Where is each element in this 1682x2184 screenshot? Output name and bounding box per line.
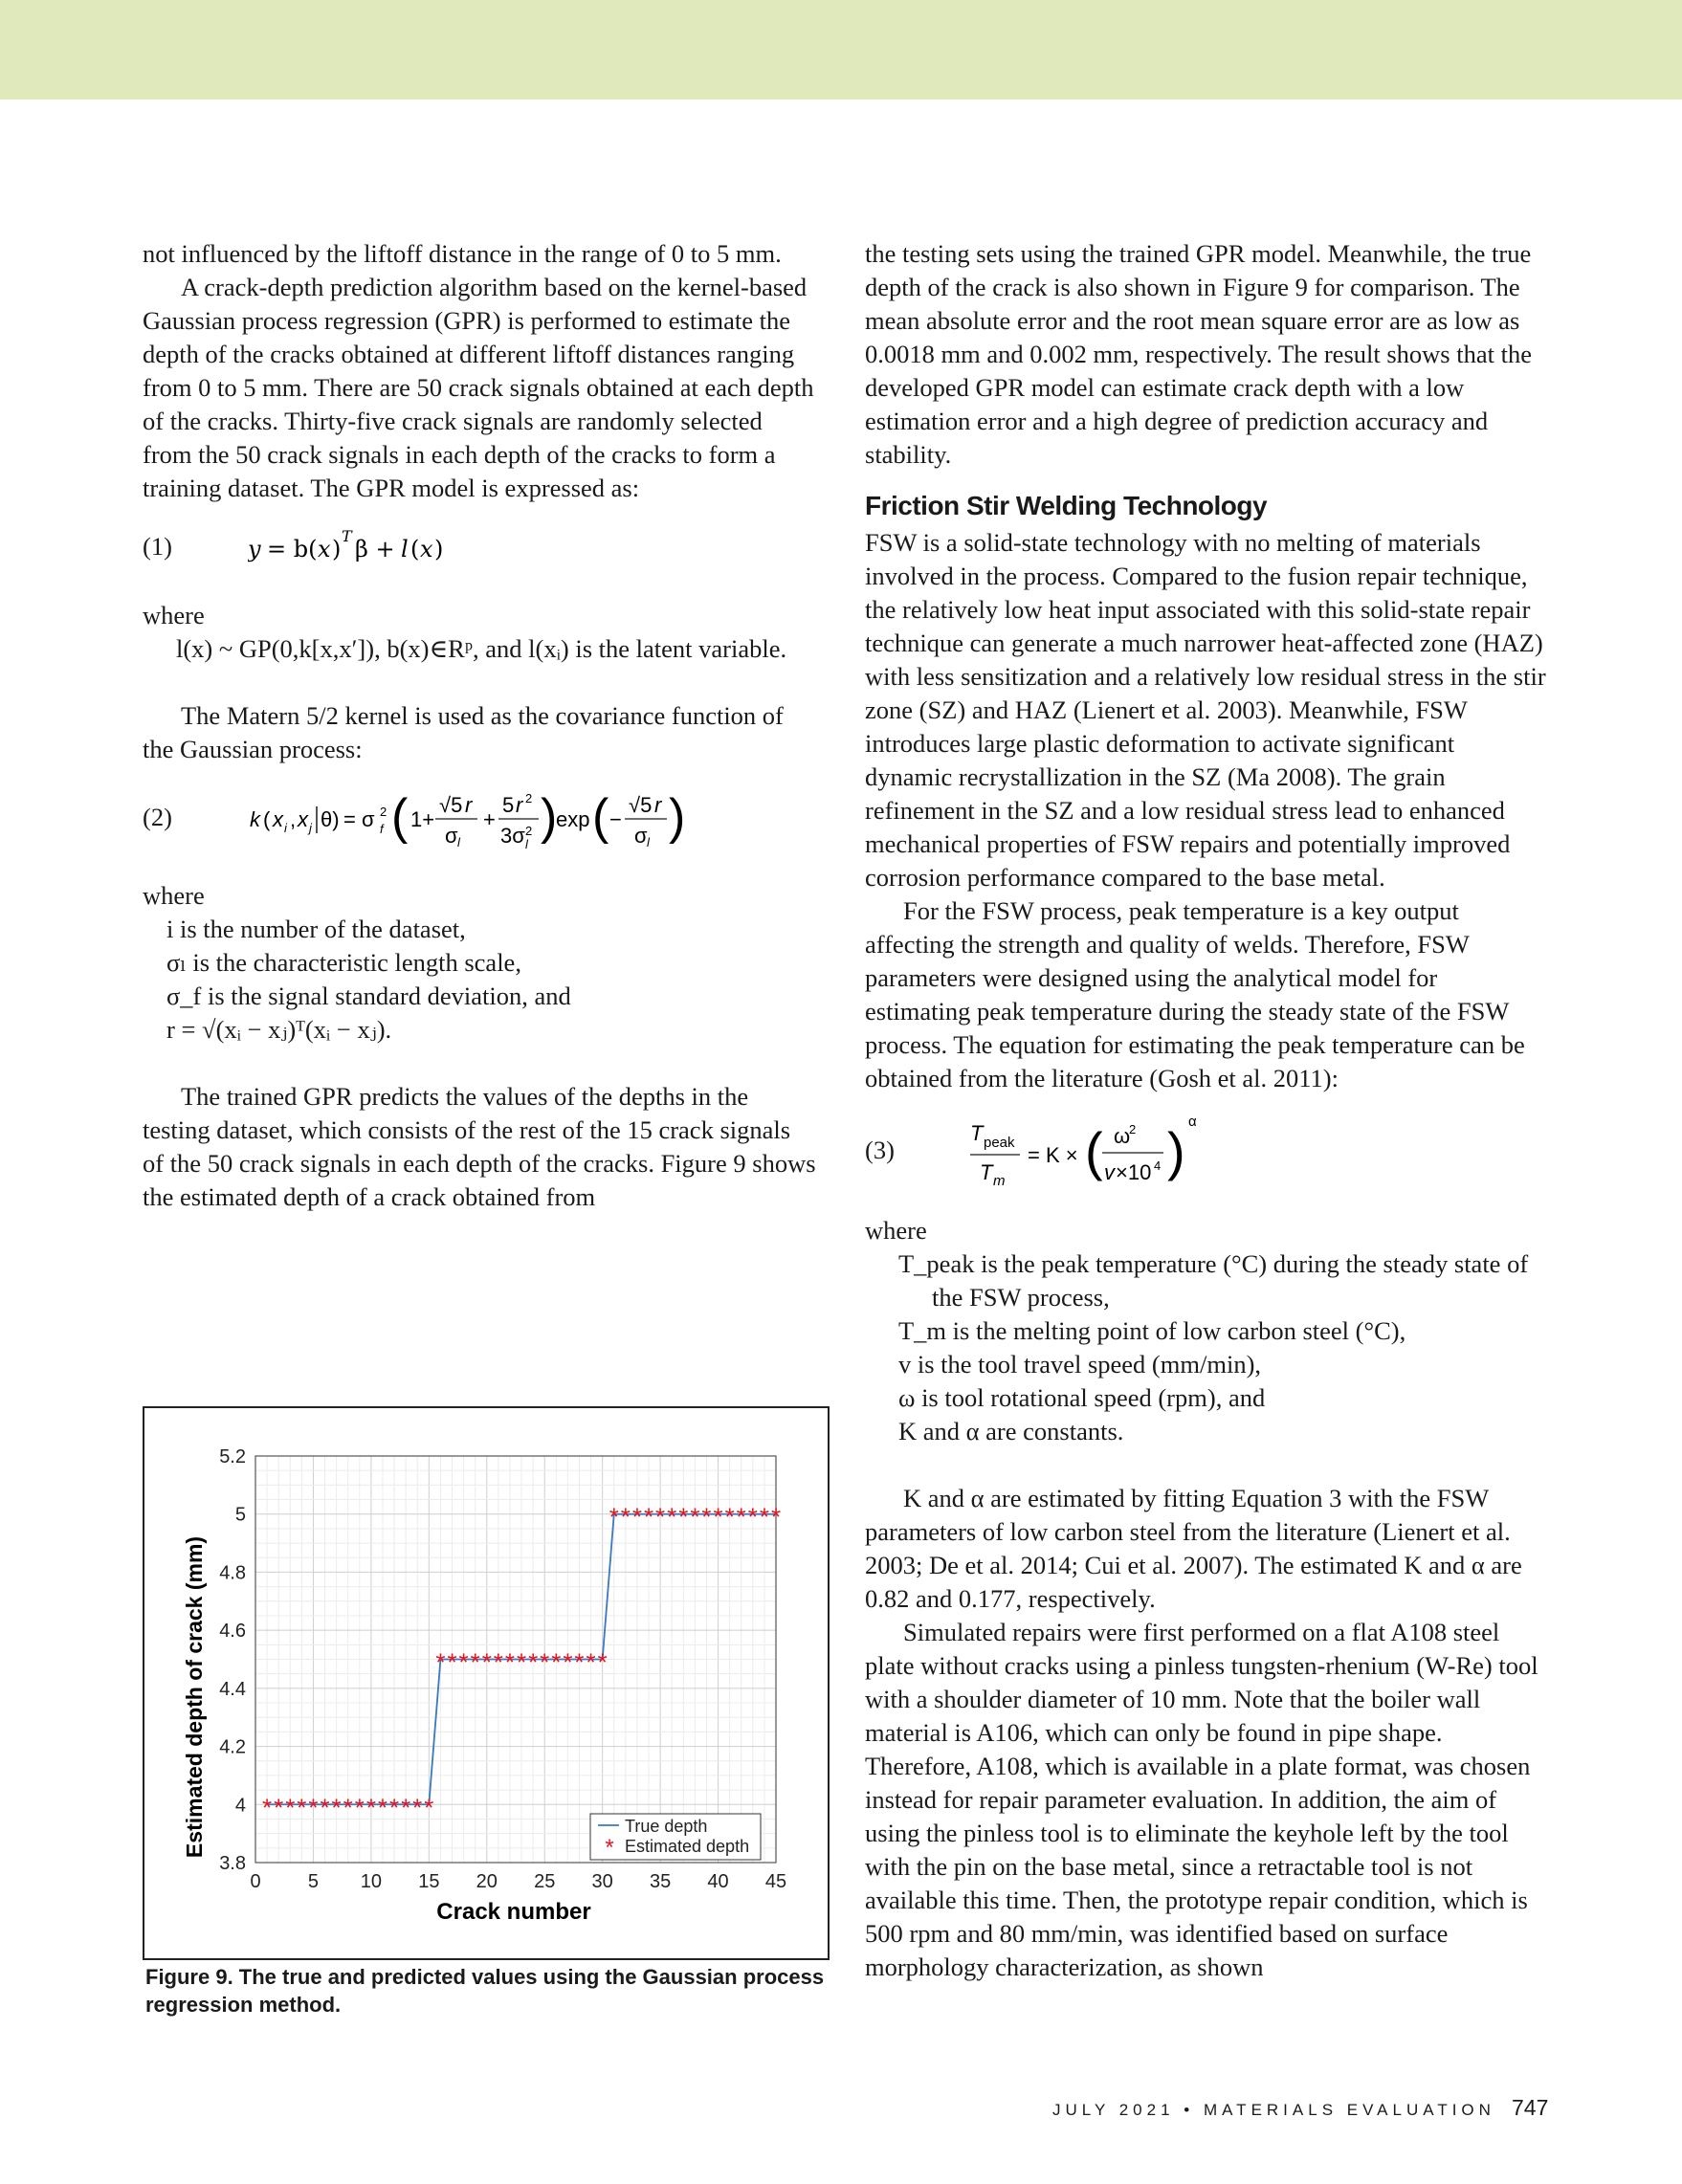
estimated-depth-marker: *: [736, 1502, 746, 1532]
svg-text:x: x: [298, 807, 308, 831]
svg-text:2: 2: [525, 791, 533, 805]
estimated-depth-marker: *: [389, 1793, 400, 1822]
svg-text:f: f: [380, 822, 384, 836]
x-tick-label: 5: [307, 1871, 320, 1892]
svg-text:j: j: [309, 821, 312, 835]
x-axis-label: Crack number: [436, 1899, 591, 1925]
estimated-depth-marker: *: [631, 1502, 642, 1532]
estimated-depth-marker: *: [447, 1647, 457, 1677]
svg-text:x: x: [273, 807, 283, 831]
y-tick-label: 5.2: [219, 1446, 246, 1467]
svg-text:T: T: [980, 1160, 993, 1184]
estimated-depth-marker: *: [678, 1502, 689, 1532]
right-paragraph-3: For the FSW process, peak temperature is a key output affecting the strength and quality of welds. Therefore, FSW parameters were designed using the analytical model for estimating peak temperature during the steady state of the FSW process. The equation for estimating the peak temperature can be obtained from the literature (Gosh et al. 2011):: [865, 896, 1525, 1092]
estimated-depth-marker: *: [747, 1502, 758, 1532]
svg-text:3σ: 3σ: [500, 824, 525, 848]
estimated-depth-marker: *: [759, 1502, 769, 1532]
equation-1-number: (1): [143, 532, 172, 561]
estimated-depth-marker: *: [724, 1502, 735, 1532]
estimated-depth-marker: *: [597, 1647, 608, 1677]
estimated-depth-marker: *: [551, 1647, 562, 1677]
svg-text:2: 2: [380, 805, 387, 819]
definition-list-3: [865, 1247, 1546, 1448]
svg-text:x: x: [318, 536, 331, 563]
estimated-depth-marker: *: [690, 1502, 700, 1532]
svg-text:×10: ×10: [1116, 1160, 1152, 1184]
svg-text:peak: peak: [984, 1135, 1015, 1151]
estimated-depth-marker: *: [285, 1793, 296, 1822]
svg-text:(: (: [592, 789, 609, 845]
page-number: 747: [1512, 2095, 1549, 2120]
definition-list-2: [143, 913, 817, 1047]
svg-text:4: 4: [1154, 1158, 1162, 1173]
svg-text:): ): [1167, 1121, 1185, 1181]
definition-k-alpha: K and α are constants.: [898, 1417, 1124, 1445]
chart-legend: [590, 1814, 761, 1861]
header-band: [0, 0, 1682, 99]
svg-text:(: (: [391, 789, 409, 845]
definition-t-peak: T_peak is the peak temperature (°C) during the steady state of the FSW process,: [898, 1249, 1529, 1312]
estimated-depth-marker: *: [481, 1647, 492, 1677]
definition-t-m: T_m is the melting point of low carbon steel (°C),: [898, 1316, 1406, 1345]
equation-3-number: (3): [865, 1136, 895, 1164]
estimated-depth-marker: *: [528, 1647, 539, 1677]
estimated-depth-marker: *: [331, 1793, 342, 1822]
estimated-depth-marker: *: [701, 1502, 712, 1532]
estimated-depth-marker: *: [412, 1793, 423, 1822]
right-paragraph-4: K and α are estimated by fitting Equation 3 with the FSW parameters of low carbon steel from the literature (Lienert et al. 2003; De et al. 2014; Cui et al. 2007). The estimated K and α are 0.82 and 0.177, respectively.: [865, 1484, 1522, 1613]
svg-text:(: (: [1085, 1121, 1103, 1181]
estimated-depth-marker: *: [308, 1793, 319, 1822]
svg-text:ω: ω: [1114, 1124, 1131, 1148]
svg-text:α: α: [1188, 1114, 1197, 1130]
y-tick-label: 5: [234, 1504, 246, 1526]
svg-text:r: r: [516, 793, 523, 817]
y-tick-label: 4.2: [219, 1736, 246, 1758]
right-paragraph-1: the testing sets using the trained GPR model. Meanwhile, the true depth of the crack is also shown in Figure 9 for comparison. The mean absolute error and the root mean square error are as low as 0.0018 mm and 0.002 mm, respectively. The result shows that the developed GPR model can estimate crack depth with a low estimation error and a high degree of prediction accuracy and stability.: [865, 239, 1532, 469]
svg-text:l: l: [401, 536, 409, 563]
estimated-depth-marker: *: [655, 1502, 666, 1532]
estimated-depth-marker: *: [262, 1793, 273, 1822]
x-tick-label: 10: [360, 1871, 383, 1892]
svg-text:(: (: [263, 807, 271, 831]
estimated-depth-marker: *: [365, 1793, 376, 1822]
estimated-depth-marker: *: [320, 1793, 330, 1822]
y-axis-label: Estimated depth of crack (mm): [182, 1535, 207, 1859]
svg-text:): ): [434, 536, 444, 563]
estimated-depth-marker: *: [297, 1793, 307, 1822]
x-tick-label: 25: [534, 1871, 556, 1892]
x-tick-label: 35: [649, 1871, 672, 1892]
svg-text:): ): [541, 789, 558, 845]
svg-text:,: ,: [290, 807, 297, 831]
svg-text:θ): θ): [321, 807, 340, 831]
estimated-depth-marker: *: [563, 1647, 573, 1677]
x-tick-label: 15: [418, 1871, 440, 1892]
journal-footer: JULY 2021 • MATERIALS EVALUATION: [1052, 2101, 1495, 2119]
svg-text:l: l: [457, 835, 460, 849]
svg-text:−: −: [609, 807, 622, 831]
x-tick-label: 0: [250, 1871, 261, 1892]
equation-2-number: (2): [143, 803, 172, 831]
svg-text:= b(: = b(: [267, 536, 318, 563]
where-label-1: where: [143, 601, 205, 629]
estimated-depth-marker: *: [667, 1502, 677, 1532]
estimated-depth-marker: *: [343, 1793, 353, 1822]
estimated-depth-marker: *: [377, 1793, 388, 1822]
right-column: [865, 237, 1546, 1984]
equation-3-formula: [970, 1109, 1276, 1195]
svg-text:+: +: [483, 807, 496, 831]
estimated-depth-marker: *: [586, 1647, 596, 1677]
estimated-depth-marker: *: [504, 1647, 516, 1677]
where-label-2: where: [143, 881, 205, 910]
figure-caption: Figure 9. The true and predicted values using the Gaussian process regression method.: [145, 1965, 825, 2017]
estimated-depth-marker: *: [274, 1793, 284, 1822]
svg-text:): ): [669, 789, 686, 845]
definition-sigma-f: σ_f is the signal standard deviation, and: [166, 982, 571, 1010]
legend-star-swatch: *: [605, 1835, 614, 1861]
svg-text:5: 5: [502, 793, 515, 817]
svg-text:= σ: = σ: [343, 807, 375, 831]
section-heading: Friction Stir Welding Technology: [865, 491, 1268, 520]
left-paragraph-3: The Matern 5/2 kernel is used as the covariance function of the Gaussian process:: [143, 701, 784, 763]
equation-2-formula: [248, 774, 764, 860]
figure-9: [143, 1406, 830, 1960]
equation-2: [143, 774, 817, 860]
estimated-depth-marker: *: [458, 1647, 469, 1677]
equation-3: [865, 1109, 1546, 1195]
estimated-depth-marker: *: [643, 1502, 654, 1532]
svg-text:σ: σ: [634, 824, 648, 848]
svg-text:√5: √5: [439, 793, 463, 817]
svg-text:x: x: [420, 536, 433, 563]
estimated-depth-marker: *: [540, 1647, 550, 1677]
svg-text:exp: exp: [556, 807, 590, 831]
svg-text:T: T: [342, 527, 352, 545]
definition-r: r = √(xᵢ − xⱼ)ᵀ(xᵢ − xⱼ).: [166, 1015, 392, 1044]
estimated-depth-marker: *: [713, 1502, 723, 1532]
estimated-depth-marker: *: [401, 1793, 411, 1822]
svg-text:l: l: [647, 835, 650, 849]
left-paragraph-4: The trained GPR predicts the values of the depths in the testing dataset, which consists of the rest of the 15 crack signals of the 50 crack signals in each depth of the cracks. Figure 9 shows the estimated depth of a crack obtained from: [143, 1082, 816, 1211]
equation-1-formula: [248, 513, 497, 580]
y-tick-label: 4.4: [219, 1678, 246, 1700]
y-tick-label: 3.8: [219, 1853, 246, 1874]
legend-estimated-depth: Estimated depth: [625, 1837, 750, 1856]
left-paragraph-2: A crack-depth prediction algorithm based on the kernel-based Gaussian process regression (GPR) is performed to estimate the depth of the cracks obtained at different liftoff distances ranging from 0 to 5 mm. There are 50 crack signals obtained at each depth of the cracks. Thirty-five crack signals are randomly selected from the 50 crack signals in each depth of the cracks to form a training dataset. The GPR model is expressed as:: [143, 273, 814, 502]
estimated-depth-marker: *: [516, 1647, 527, 1677]
svg-text:σ: σ: [445, 824, 458, 848]
y-tick-label: 4.8: [219, 1562, 246, 1584]
svg-text:i: i: [284, 821, 287, 835]
svg-text:√5: √5: [629, 793, 653, 817]
where-label-3: where: [865, 1216, 927, 1245]
estimated-depth-marker: *: [493, 1647, 503, 1677]
y-tick-label: 4: [234, 1795, 246, 1817]
x-tick-label: 40: [707, 1871, 729, 1892]
estimated-depth-marker: *: [609, 1502, 619, 1532]
x-tick-label: 20: [476, 1871, 498, 1892]
svg-text:2: 2: [1129, 1122, 1137, 1136]
svg-text:β +: β +: [355, 536, 395, 563]
left-column: [143, 237, 817, 1214]
estimated-depth-marker: *: [574, 1647, 585, 1677]
svg-text:v: v: [1104, 1160, 1115, 1184]
left-paragraph-1: not influenced by the liftoff distance in the range of 0 to 5 mm.: [143, 239, 782, 268]
definition-v: v is the tool travel speed (mm/min),: [898, 1350, 1262, 1379]
definition-omega: ω is tool rotational speed (rpm), and: [898, 1383, 1266, 1412]
svg-text:r: r: [654, 793, 662, 817]
definition-sigma-l: σₗ is the characteristic length scale,: [166, 948, 521, 977]
svg-text:r: r: [465, 793, 473, 817]
svg-text:k: k: [250, 807, 260, 831]
estimated-depth-marker: *: [620, 1502, 631, 1532]
x-tick-label: 30: [591, 1871, 613, 1892]
estimated-depth-marker: *: [435, 1647, 446, 1677]
estimated-depth-marker: *: [770, 1502, 782, 1532]
svg-text:m: m: [993, 1173, 1006, 1189]
svg-text:T: T: [970, 1121, 984, 1145]
estimated-depth-marker: *: [354, 1793, 365, 1822]
definition-latent: l(x) ~ GP(0,k[x,x′]), b(x)∈Rᵖ, and l(xᵢ) is the latent variable.: [176, 634, 787, 663]
estimated-depth-marker: *: [424, 1793, 434, 1822]
svg-text:): ): [332, 536, 342, 563]
x-tick-label: 45: [764, 1871, 787, 1892]
right-paragraph-2: FSW is a solid-state technology with no melting of materials involved in the process. Compared to the fusion repair technique, the relatively low heat input associated with this solid-state repair technique can generate a much narrower heat-affected zone (HAZ) with less sensitization and a relatively low residual stress in the stir zone (SZ) and HAZ (Lienert et al. 2003). Meanwhile, FSW introduces large plastic deformation to activate significant dynamic recrystallization in the SZ (Ma 2008). The grain refinement in the SZ and a low residual stress lead to enhanced mechanical properties of FSW repairs and potentially improved corrosion performance compared to the base metal.: [865, 528, 1546, 892]
legend-true-depth: True depth: [625, 1817, 708, 1836]
svg-text:= K ×: = K ×: [1028, 1143, 1078, 1167]
svg-text:l: l: [525, 837, 528, 851]
crack-depth-chart: [144, 1408, 828, 1958]
definition-i: i is the number of the dataset,: [166, 915, 466, 943]
right-paragraph-5: Simulated repairs were first performed on a flat A108 steel plate without cracks using a pinless tungsten-rhenium (W-Re) tool with a shoulder diameter of 10 mm. Note that the boiler wall material is A106, which can only be found in pipe shape. Therefore, A108, which is available in a plate format, was chosen instead for repair parameter evaluation. In addition, the aim of using the pinless tool is to eliminate the keyhole left by the tool with the pin on the base metal, since a retractable tool is not available this time. Then, the prototype repair condition, which is 500 rpm and 80 mm/min, was identified based on surface morphology characterization, as shown: [865, 1618, 1538, 1981]
equation-1: [143, 513, 817, 580]
estimated-depth-marker: *: [470, 1647, 480, 1677]
definition-list-1: [143, 632, 817, 666]
svg-text:2: 2: [525, 824, 533, 838]
y-tick-label: 4.6: [219, 1621, 246, 1643]
svg-text:1+: 1+: [410, 807, 435, 831]
svg-text:y: y: [248, 536, 261, 563]
svg-text:(: (: [410, 536, 420, 563]
